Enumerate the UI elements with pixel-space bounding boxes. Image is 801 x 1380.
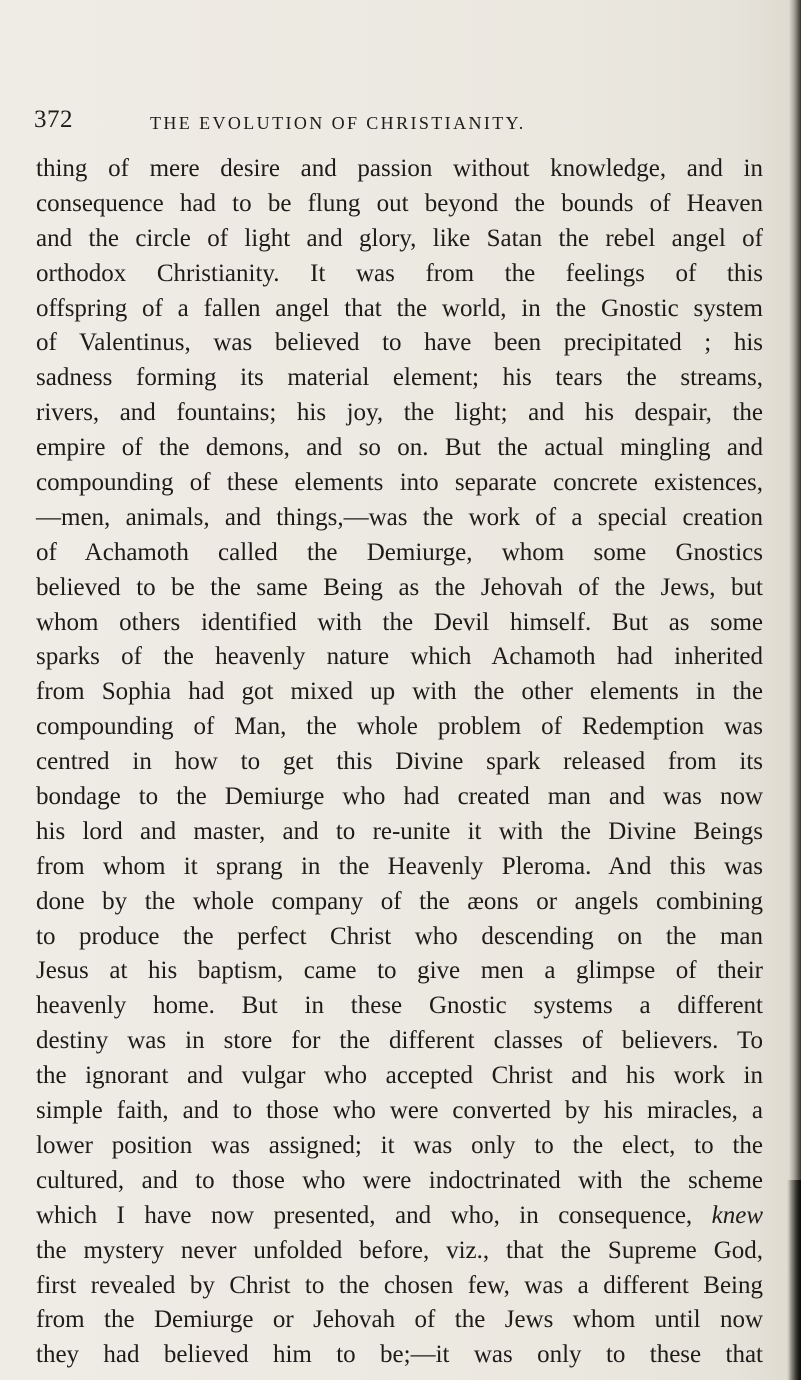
binding-edge-shadow <box>789 0 801 1380</box>
text-line: thing of mere desire and passion without knowledge, and in <box>36 155 763 182</box>
text-line: from the Demiurge or Jehovah of the Jews whom until now <box>36 1306 763 1334</box>
text-line: empire of the demons, and so on. But the actual mingling and <box>36 434 763 462</box>
text-line: compounding of Man, the whole problem of Redemption was <box>36 713 763 741</box>
text-line: orthodox Christianity. It was from the feelings of this <box>36 259 763 287</box>
text-line: whom others identified with the Devil himself. But as some <box>36 608 763 636</box>
running-head: THE EVOLUTION OF CHRISTIANITY. <box>150 113 526 133</box>
text-segment: which I have now presented, and who, in consequence, <box>36 1201 693 1229</box>
text-line: of Valentinus, was believed to have been precipitated ; his <box>36 329 763 357</box>
text-line: bondage to the Demiurge who had created man and was now <box>36 783 763 811</box>
text-line: Jesus at his baptism, came to give men a glimpse of their <box>36 957 763 985</box>
text-line: centred in how to get this Divine spark released from its <box>36 748 763 776</box>
text-line: done by the whole company of the æons or angels combining <box>36 887 763 915</box>
text-line: from Sophia had got mixed up with the other elements in the <box>36 678 763 706</box>
text-line: sadness forming its material element; his tears the streams, <box>36 364 763 392</box>
text-line: and the circle of light and glory, like Satan the rebel angel of <box>36 224 763 252</box>
text-line: sparks of the heavenly nature which Achamoth had inherited <box>36 643 763 671</box>
page-number: 372 <box>34 106 73 133</box>
binding-edge-shadow-bottom <box>787 1180 801 1380</box>
text-line: simple faith, and to those who were converted by his miracles, a <box>36 1097 763 1125</box>
text-line: lower position was assigned; it was only to the elect, to the <box>36 1131 763 1159</box>
page-header <box>0 106 801 140</box>
text-line: heavenly home. But in these Gnostic systems a different <box>36 992 763 1020</box>
text-line: to produce the perfect Christ who descending on the man <box>36 922 763 950</box>
text-line: destiny was in store for the different classes of believers. To <box>36 1027 763 1055</box>
text-line: —men, animals, and things,—was the work of a special creation <box>36 503 763 531</box>
text-line: the mystery never unfolded before, viz., that the Supreme God, <box>36 1236 763 1264</box>
text-line: believed to be the same Being as the Jehovah of the Jews, but <box>36 573 763 601</box>
text-line: consequence had to be flung out beyond the bounds of Heaven <box>36 189 763 217</box>
text-line: they had believed him to be;—it was only to these that <box>36 1341 763 1369</box>
text-line: cultured, and to those who were indoctrinated with the scheme <box>36 1166 763 1194</box>
text-line: offspring of a fallen angel that the world, in the Gnostic system <box>36 294 763 322</box>
text-line <box>36 1199 763 1234</box>
text-line: compounding of these elements into separate concrete existences, <box>36 469 763 497</box>
text-line: the ignorant and vulgar who accepted Christ and his work in <box>36 1062 763 1090</box>
text-line: rivers, and fountains; his joy, the light; and his despair, the <box>36 399 763 427</box>
text-line: from whom it sprang in the Heavenly Pleroma. And this was <box>36 852 763 880</box>
italic-word: knew <box>711 1201 764 1229</box>
text-line: of Achamoth called the Demiurge, whom some Gnostics <box>36 538 763 566</box>
body-text <box>36 152 763 1373</box>
text-line: his lord and master, and to re-unite it with the Divine Beings <box>36 817 763 845</box>
text-line: first revealed by Christ to the chosen few, was a different Being <box>36 1271 763 1299</box>
